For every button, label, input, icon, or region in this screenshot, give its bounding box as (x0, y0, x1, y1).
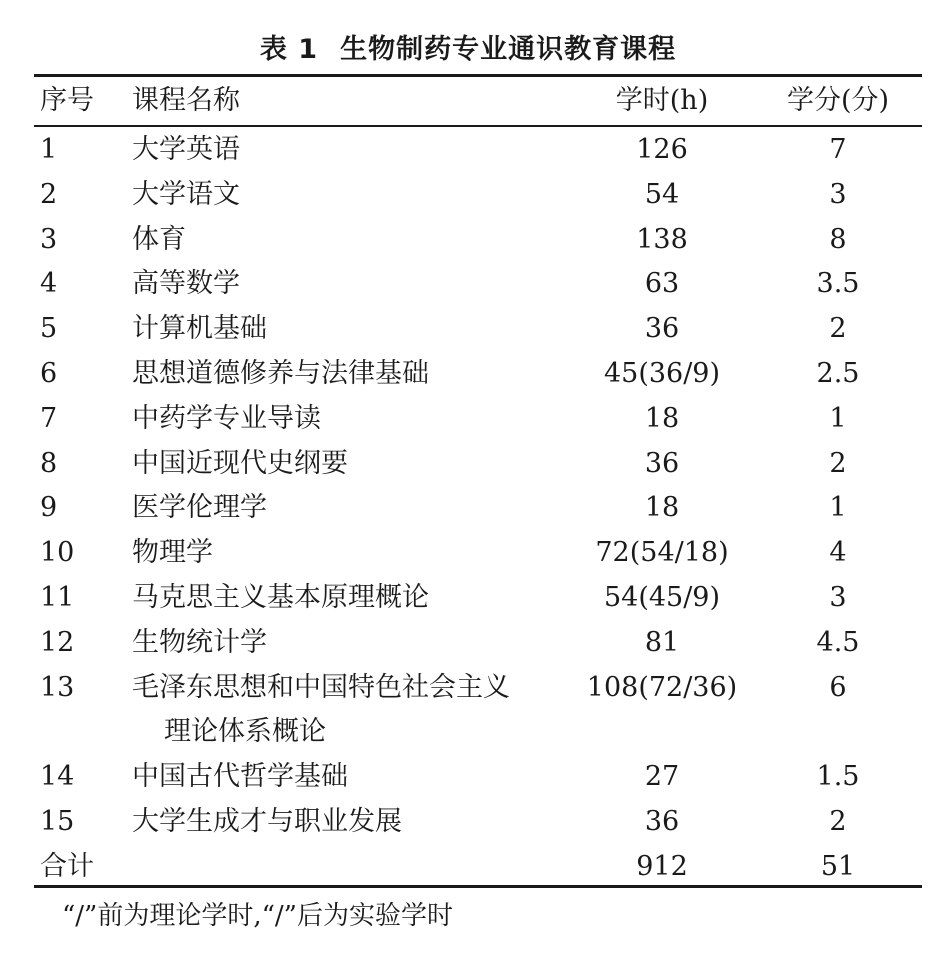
row-no: 9 (40, 492, 58, 524)
table-row (34, 352, 922, 397)
row-name: 大学生成才与职业发展 (132, 805, 402, 837)
table-row (34, 576, 922, 621)
row-hours: 36 (644, 805, 680, 837)
row-name-continuation: 理论体系概论 (164, 716, 326, 748)
table-row (34, 442, 922, 487)
row-credits: 6 (829, 671, 847, 703)
row-no: 2 (40, 178, 58, 210)
header-credits: 学分(分) (786, 85, 890, 116)
table-row (34, 262, 922, 307)
row-credits: 8 (829, 223, 847, 255)
table-caption-label: 表 1 (259, 34, 319, 65)
table-row (34, 755, 922, 800)
table-row (34, 531, 922, 576)
row-credits: 1.5 (816, 761, 860, 793)
row-hours: 54 (644, 178, 680, 210)
row-name: 体育 (132, 223, 186, 255)
row-hours: 18 (644, 492, 680, 524)
row-hours: 63 (644, 268, 680, 300)
row-name: 思想道德修养与法律基础 (132, 357, 429, 389)
row-hours: 72(54/18) (595, 537, 729, 569)
row-no: 10 (40, 537, 75, 569)
row-hours: 36 (644, 313, 680, 345)
row-credits: 1 (829, 402, 847, 434)
total-hours: 912 (636, 850, 688, 882)
row-name: 中国近现代史纲要 (132, 447, 348, 479)
row-no: 8 (40, 447, 58, 479)
row-name: 计算机基础 (132, 313, 267, 345)
total-label: 合计 (40, 850, 94, 882)
row-no: 6 (40, 357, 58, 389)
row-hours: 126 (636, 134, 688, 165)
row-credits: 4 (829, 537, 847, 569)
table-row (34, 173, 922, 218)
row-credits: 2 (829, 805, 847, 837)
table-header-row (34, 77, 922, 125)
header-hours: 学时(h) (615, 85, 709, 116)
row-hours: 54(45/9) (603, 581, 721, 613)
table-row (34, 128, 922, 173)
table-caption (0, 30, 936, 70)
table-row (34, 218, 922, 263)
row-name: 毛泽东思想和中国特色社会主义 (132, 671, 510, 703)
row-hours: 108(72/36) (586, 671, 738, 703)
row-no: 1 (40, 134, 58, 165)
table-row (34, 621, 922, 666)
table-total-row (34, 845, 922, 890)
course-table (34, 77, 922, 890)
row-name: 高等数学 (132, 268, 240, 300)
table-row (34, 397, 922, 442)
row-credits: 2 (829, 313, 847, 345)
row-no: 15 (40, 805, 75, 837)
row-no: 4 (40, 268, 58, 300)
row-name: 大学英语 (132, 134, 240, 165)
row-no: 13 (40, 671, 75, 703)
row-credits: 7 (829, 134, 847, 165)
row-name: 马克思主义基本原理概论 (132, 581, 429, 613)
table-row (34, 307, 922, 352)
row-hours: 81 (644, 626, 680, 658)
row-hours: 18 (644, 402, 680, 434)
row-credits: 4.5 (816, 626, 860, 658)
row-name: 大学语文 (132, 178, 240, 210)
row-no: 12 (40, 626, 75, 658)
row-hours: 27 (644, 761, 680, 793)
row-credits: 3.5 (816, 268, 860, 300)
row-name: 中国古代哲学基础 (132, 761, 348, 793)
row-name: 生物统计学 (132, 626, 267, 658)
row-hours: 36 (644, 447, 680, 479)
table-row (34, 486, 922, 531)
row-credits: 3 (829, 178, 847, 210)
row-name: 物理学 (132, 537, 213, 569)
table-row (34, 800, 922, 845)
row-no: 3 (40, 223, 58, 255)
table-footnote: “/”前为理论学时,“/”后为实验学时 (62, 901, 453, 931)
row-hours: 45(36/9) (603, 357, 721, 389)
row-credits: 1 (829, 492, 847, 524)
row-credits: 3 (829, 581, 847, 613)
table-caption-title: 生物制药专业通识教育课程 (340, 34, 677, 65)
row-no: 14 (40, 761, 75, 793)
row-name: 医学伦理学 (132, 492, 267, 524)
row-credits: 2.5 (816, 357, 860, 389)
row-no: 11 (40, 581, 75, 613)
row-name: 中药学专业导读 (132, 402, 321, 434)
table-row (34, 666, 922, 756)
row-no: 5 (40, 313, 58, 345)
row-hours: 138 (636, 223, 688, 255)
header-name: 课程名称 (132, 85, 240, 116)
row-no: 7 (40, 402, 58, 434)
row-credits: 2 (829, 447, 847, 479)
header-no: 序号 (40, 85, 94, 116)
total-credits: 51 (820, 850, 856, 882)
